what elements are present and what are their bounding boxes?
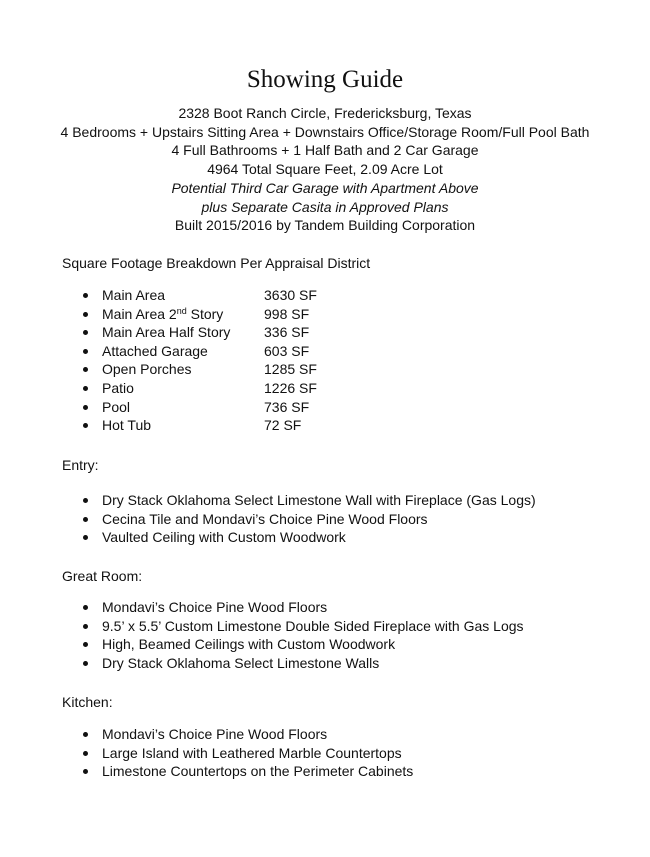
- area-value: 336 SF: [264, 324, 310, 341]
- list-item: [62, 598, 524, 617]
- bullet-icon: [83, 535, 88, 540]
- bullet-icon: [83, 517, 88, 522]
- great-room-item: Dry Stack Oklahoma Select Limestone Walls: [102, 654, 380, 671]
- area-value: 3630 SF: [264, 287, 317, 303]
- list-item: [62, 305, 317, 324]
- square-feet-line: 4964 Total Square Feet, 2.09 Acre Lot: [207, 161, 443, 178]
- bullet-icon: [83, 642, 88, 647]
- entry-heading: Entry:: [62, 457, 99, 473]
- ordinal-superscript: nd: [176, 305, 187, 316]
- great-room-item: 9.5’ x 5.5’ Custom Limestone Double Sided Fireplace with Gas Logs: [102, 617, 524, 634]
- bullet-icon: [83, 732, 88, 737]
- bedrooms-line: 4 Bedrooms + Upstairs Sitting Area + Downstairs Office/Storage Room/Full Pool Bath: [60, 123, 590, 140]
- list-item: [62, 617, 524, 636]
- bullet-icon: [83, 769, 88, 774]
- list-item: [62, 379, 317, 398]
- list-item: [62, 744, 413, 763]
- square-footage-list: [62, 286, 317, 435]
- list-item: [62, 286, 317, 305]
- entry-item: Cecina Tile and Mondavi’s Choice Pine Wood Floors: [102, 510, 428, 527]
- great-room-heading: Great Room:: [62, 568, 143, 584]
- entry-item: Vaulted Ceiling with Custom Woodwork: [102, 529, 346, 546]
- kitchen-item: Limestone Countertops on the Perimeter Cabinets: [102, 763, 414, 780]
- garage-note-line: Potential Third Car Garage with Apartment Above: [171, 179, 479, 196]
- entry-list: [62, 491, 536, 547]
- entry-item: Dry Stack Oklahoma Select Limestone Wall with Fireplace (Gas Logs): [102, 492, 536, 508]
- property-summary: [0, 104, 650, 235]
- builder-line: Built 2015/2016 by Tandem Building Corporation: [174, 217, 476, 234]
- bathrooms-line: 4 Full Bathrooms + 1 Half Bath and 2 Car Garage: [171, 142, 479, 159]
- great-room-list: [62, 598, 524, 672]
- great-room-item: Mondavi’s Choice Pine Wood Floors: [102, 599, 328, 615]
- area-name: Patio: [102, 379, 134, 396]
- list-item: [62, 725, 413, 744]
- great-room-item: High, Beamed Ceilings with Custom Woodwork: [102, 636, 396, 653]
- bullet-icon: [83, 386, 88, 391]
- bullet-icon: [83, 498, 88, 503]
- address-line: 2328 Boot Ranch Circle, Fredericksburg, Texas: [178, 105, 472, 121]
- area-name: Main Area Half Story: [102, 324, 231, 341]
- area-value: 72 SF: [264, 417, 302, 434]
- bullet-icon: [83, 367, 88, 372]
- list-item: [62, 416, 317, 435]
- area-name: Pool: [102, 398, 131, 415]
- bullet-icon: [83, 312, 88, 317]
- casita-note-line: plus Separate Casita in Approved Plans: [201, 198, 449, 215]
- list-item: [62, 654, 524, 673]
- list-item: [62, 510, 536, 529]
- kitchen-item: Large Island with Leathered Marble Countertops: [102, 744, 402, 761]
- page-title: Showing Guide: [246, 66, 404, 93]
- list-item: [62, 528, 536, 547]
- bullet-icon: [83, 605, 88, 610]
- area-value: 1226 SF: [264, 379, 317, 396]
- kitchen-list: [62, 725, 413, 781]
- list-item: [62, 491, 536, 510]
- kitchen-item: Mondavi’s Choice Pine Wood Floors: [102, 726, 328, 742]
- list-item: [62, 342, 317, 361]
- bullet-icon: [83, 624, 88, 629]
- area-name: Open Porches: [102, 361, 192, 378]
- area-value: 736 SF: [264, 398, 310, 415]
- bullet-icon: [83, 349, 88, 354]
- kitchen-heading: Kitchen:: [62, 694, 113, 710]
- area-value: 998 SF: [264, 305, 310, 322]
- bullet-icon: [83, 423, 88, 428]
- list-item: [62, 323, 317, 342]
- bullet-icon: [83, 293, 88, 298]
- list-item: [62, 635, 524, 654]
- area-name: Attached Garage: [102, 342, 208, 359]
- square-footage-heading: Square Footage Breakdown Per Appraisal District: [62, 255, 371, 271]
- area-name: Hot Tub: [102, 417, 152, 434]
- list-item: [62, 360, 317, 379]
- bullet-icon: [83, 405, 88, 410]
- area-value: 603 SF: [264, 342, 310, 359]
- area-name: Main Area 2nd Story: [102, 305, 224, 322]
- bullet-icon: [83, 661, 88, 666]
- bullet-icon: [83, 330, 88, 335]
- area-value: 1285 SF: [264, 361, 317, 378]
- list-item: [62, 762, 413, 781]
- area-name: Main Area: [102, 287, 166, 303]
- bullet-icon: [83, 751, 88, 756]
- list-item: [62, 398, 317, 417]
